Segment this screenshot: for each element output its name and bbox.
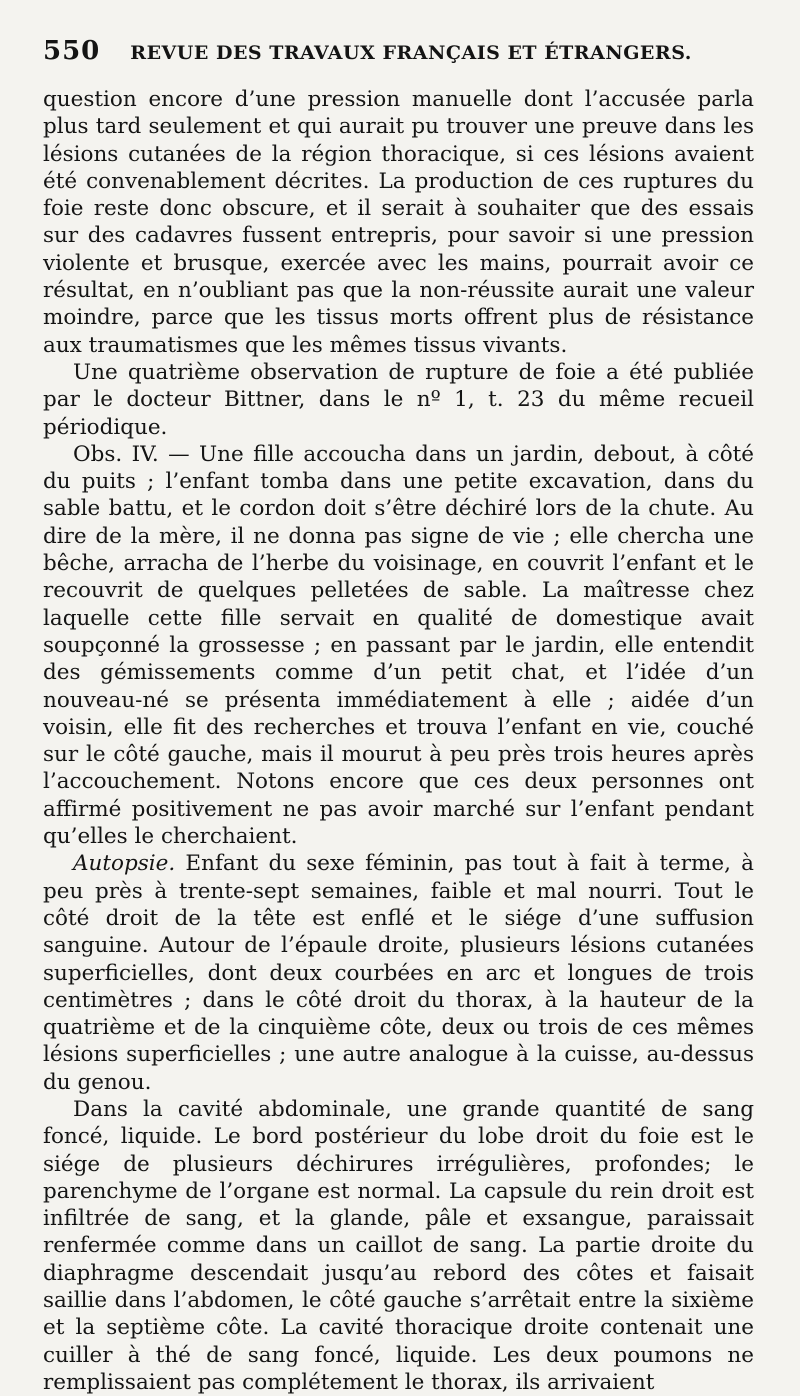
paragraph-text: Enfant du sexe féminin, pas tout à fait à terme, à peu près à trente-sept semaines, faible et mal nourri. Tout le côté droit de la tête est enflé et le siége d’une suffusion sanguine. Autour de l’épaule droite, plusieurs lésions cutanées superficielles, dont deux courbées en arc et longues de trois centimètres ; dans le côté droit du thorax, à la hauteur de la quatrième et de la cinquième côte, deux ou trois de ces mêmes lésions superficielles ; une autre analogue à la cuisse, au-dessus du genou.: [43, 851, 754, 1095]
page-number: 550: [43, 36, 101, 66]
paragraph-fourth-observation: [43, 359, 754, 441]
page-header: [43, 36, 754, 86]
paragraph-continuation: [43, 86, 754, 359]
paragraph-text: Une quatrième observation de rupture de foie a été publiée par le docteur Bittner, dans le nº 1, t. 23 du même recueil périodique.: [43, 359, 754, 440]
paragraph-abdominal-cavity: [43, 1096, 754, 1396]
running-title: REVUE DES TRAVAUX FRANÇAIS ET ÉTRANGERS.: [130, 42, 692, 64]
obs-label: Obs. IV.: [73, 441, 159, 467]
paragraph-obs-iv: [43, 441, 754, 850]
paragraph-text: Dans la cavité abdominale, une grande quantité de sang foncé, liquide. Le bord postérieur du lobe droit du foie est le siége de plusieurs déchirures irrégulières, profondes; le parenchyme de l’organe est normal. La capsule du rein droit est infiltrée de sang, et la glande, pâle et exsangue, paraissait renfermée comme dans un caillot de sang. La partie droite du diaphragme descendait jusqu’au rebord des côtes et faisait saillie dans l’abdomen, le côté gauche s’arrêtait entre la sixième et la septième côte. La cavité thoracique droite contenait une cuiller à thé de sang foncé, liquide. Les deux poumons ne remplissaient pas complétement le thorax, ils arrivaient: [43, 1096, 754, 1395]
body-text: [43, 86, 754, 1396]
paragraph-text: question encore d’une pression manuelle dont l’accusée parla plus tard seulement et qui aurait pu trouver une preuve dans les lésions cutanées de la région thoracique, si ces lésions avaient été convenablement décrites. La production de ces ruptures du foie reste donc obscure, et il serait à souhaiter que des essais sur des cadavres fussent entrepris, pour savoir si une pression violente et brusque, exercée avec les mains, pourrait avoir ce résultat, en n’oubliant pas que la non-réussite aurait une valeur moindre, parce que les tissus morts offrent plus de résistance aux traumatismes que les mêmes tissus vivants.: [43, 87, 754, 358]
paragraph-autopsie: [43, 850, 754, 1096]
paragraph-text: — Une fille accoucha dans un jardin, debout, à côté du puits ; l’enfant tomba dans une petite excavation, dans du sable battu, et le cordon doit s’être déchiré lors de la chute. Au dire de la mère, il ne donna pas signe de vie ; elle chercha une bêche, arracha de l’herbe du voisinage, en couvrit l’enfant et le recouvrit de quelques pelletées de sable. La maîtresse chez laquelle cette fille servait en qualité de domestique avait soupçonné la grossesse ; en passant par le jardin, elle entendit des gémissements comme d’un petit chat, et l’idée d’un nouveau-né se présenta immédiatement à elle ; aidée d’un voisin, elle fit des recherches et trouva l’enfant en vie, couché sur le côté gauche, mais il mourut à peu près trois heures après l’accouchement. Notons encore que ces deux personnes ont affirmé positivement ne pas avoir marché sur l’enfant pendant qu’elles le cherchaient.: [43, 441, 754, 850]
autopsie-label: Autopsie.: [73, 851, 176, 877]
